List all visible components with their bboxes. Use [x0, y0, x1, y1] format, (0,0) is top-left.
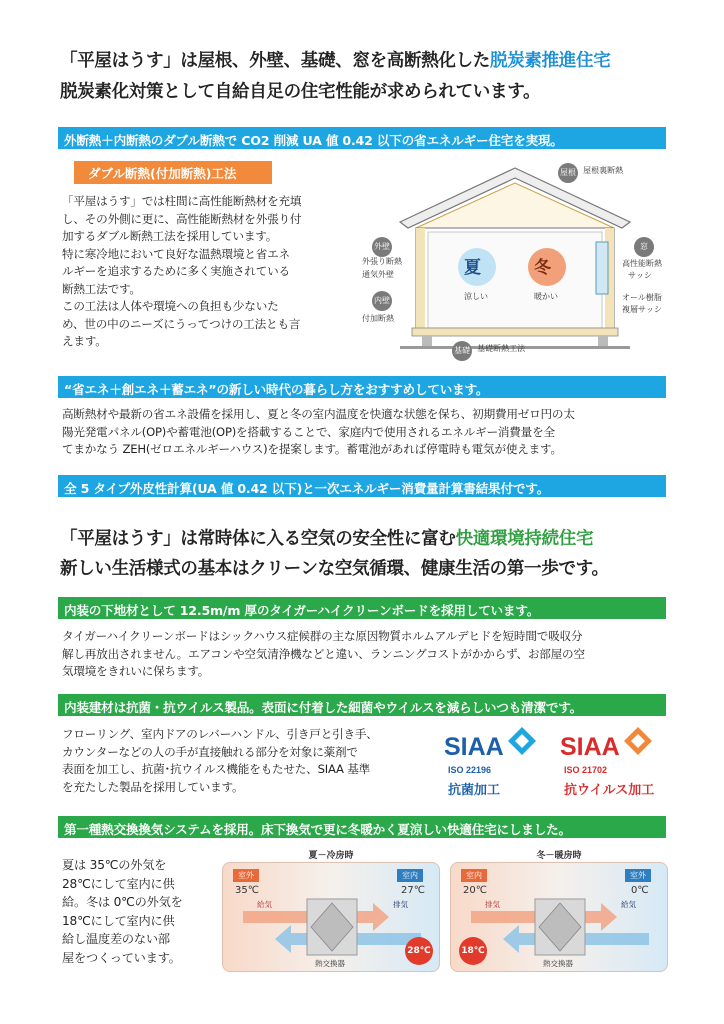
summer-inside-temp: 27℃	[401, 885, 425, 896]
siaa-antiviral-logo	[560, 725, 670, 805]
summer-panel-title: 夏－冷房時	[308, 851, 354, 861]
winter-inside-tag: 室内	[461, 869, 487, 882]
window-sash	[596, 242, 608, 294]
winter-outside-tag: 室外	[625, 869, 651, 882]
bar-ua-calculation: 全 5 タイプ外皮性計算(UA 値 0.42 以下)と一次エネルギー消費量計算書結果付です。	[58, 475, 666, 497]
summer-panel-body	[222, 862, 440, 972]
foundation-label: 基礎断熱工法	[477, 344, 526, 353]
inner-wall-callout	[372, 288, 392, 311]
summer-outside-tag: 室外	[233, 869, 259, 882]
winter-label: 冬	[534, 258, 551, 278]
winter-inside-temp: 20℃	[463, 885, 487, 896]
floor-insulation	[412, 328, 618, 336]
window-badge: 窓	[634, 237, 654, 257]
bar-antibacterial: 内装建材は抗菌・抗ウイルス製品。表面に付着した細菌やウイルスを減らしいつも清潔です。	[58, 694, 666, 716]
summer-exchanger-label: 熱交換器	[315, 959, 345, 968]
siaa-iso-number: ISO 21702	[564, 765, 608, 775]
siaa-iso-number: ISO 22196	[448, 765, 492, 775]
siaa-antibacterial-logo	[444, 725, 544, 805]
foundation-right	[598, 336, 608, 346]
inner-wall-label: 付加断熱	[362, 314, 394, 323]
bar-double-insulation: 外断熱＋内断熱のダブル断熱で CO2 削減 UA 値 0.42 以下の省エネルギー住宅を実現。	[58, 127, 666, 149]
winter-ventilation-panel	[450, 848, 668, 972]
bar-energy-lifestyle: “省エネ＋創エネ＋蓄エネ”の新しい時代の暮らし方をおすすめしています。	[58, 376, 666, 398]
summer-outside-temp: 35℃	[235, 885, 259, 896]
highlight-comfort-house: 快適環境持続住宅	[455, 529, 594, 549]
siaa-mark-icon	[506, 725, 538, 759]
siaa-mark-icon	[622, 725, 654, 759]
inner-wall-badge: 内壁	[372, 291, 392, 311]
winter-result-temp-badge: 18℃	[459, 937, 487, 965]
outer-wall-badge: 外壁	[372, 237, 392, 257]
tag-double-insulation-method: ダブル断熱(付加断熱)工法	[74, 161, 272, 184]
section2-headline-2: 新しい生活様式の基本はクリーンな空気循環、健康生活の第一歩です。	[60, 559, 609, 579]
summer-supply-label: 給気	[257, 900, 272, 909]
summer-label: 夏	[464, 258, 481, 278]
summer-inside-tag: 室内	[397, 869, 423, 882]
section2-headline-1: 「平屋はうす」は常時体に入る空気の安全性に富む快適環境持続住宅	[60, 529, 594, 549]
double-insulation-description: 「平屋はうす」では柱間に高性能断熱材を充填 し、その外側に更に、高性能断熱材を外張り付 加するダブル断熱工法を採用しています。 特に寒冷地において良好な温熱環境と省エネ ルギーを追求するために多く実施されている 断熱工法です。 この工法は人体や環境への負担も少ないた め、世の中のニーズにうってつけの工法とも言 えます。	[62, 194, 302, 348]
ventilation-description: 夏は 35℃の外気を 28℃にして室内に供 給。冬は 0℃の外気を 18℃にして室内に供 給し温度差のない部 屋をつくっています。	[62, 858, 183, 965]
section1-headline-2: 脱炭素化対策として自給自足の住宅性能が求められています。	[60, 82, 541, 102]
winter-exhaust-label: 排気	[485, 900, 500, 909]
winter-panel-body	[450, 862, 668, 972]
foundation-badge: 基礎	[452, 341, 472, 361]
outer-wall-label-1: 外張り断熱	[362, 257, 402, 266]
outer-wall-label-2: 通気外壁	[362, 270, 394, 279]
bar-ventilation-system: 第一種熱交換換気システムを採用。床下換気で更に冬暖かく夏涼しい快適住宅にしました。	[58, 816, 666, 838]
siaa-logo-text: SIAA	[560, 733, 620, 761]
window-label-2: サッシ	[628, 271, 652, 280]
siaa-label: 抗ウイルス加工	[564, 783, 655, 798]
antibacterial-description: フローリング、室内ドアのレバーハンドル、引き戸と引き手、 カウンターなどの人の手が直接触れる部分を対象に薬剤で 表面を加工し、抗菌･抗ウイルス機能をもたせた、SIAA 基準 を充たした製品を採用しています。	[62, 727, 378, 794]
siaa-logo-text: SIAA	[444, 733, 504, 761]
window-callout	[634, 234, 654, 257]
summer-ventilation-panel	[222, 848, 440, 972]
left-wall-insulation	[416, 228, 425, 334]
outer-wall-callout	[372, 234, 392, 257]
highlight-decarbonization-house: 脱炭素推進住宅	[490, 51, 611, 71]
window-label-3: オール樹脂	[622, 293, 662, 302]
summer-sublabel: 涼しい	[464, 292, 488, 301]
roof-callout	[558, 160, 623, 183]
winter-outside-temp: 0℃	[631, 885, 649, 896]
roof-badge: 屋根	[558, 163, 578, 183]
winter-panel-title: 冬－暖房時	[536, 851, 582, 861]
winter-sublabel: 暖かい	[534, 292, 558, 301]
window-label-4: 複層サッシ	[622, 305, 662, 314]
interior-room	[428, 232, 602, 328]
foundation-callout	[452, 338, 525, 361]
winter-exchanger-label: 熱交換器	[543, 959, 573, 968]
zeh-description: 高断熱材や最新の省エネ設備を採用し、夏と冬の室内温度を快適な状態を保ち、初期費用ゼロ円の太 陽光発電パネル(OP)や蓄電池(OP)を搭載することで、家庭内で使用されるエネルギー消費量を全 てまかなう ZEH(ゼロエネルギーハウス)を提案します。蓄電池があれば停電時も電気が使えます。	[62, 407, 575, 456]
house-insulation-diagram	[360, 150, 670, 365]
summer-result-temp-badge: 28℃	[405, 937, 433, 965]
foundation-left	[422, 336, 432, 346]
section1-headline-1: 「平屋はうす」は屋根、外壁、基礎、窓を高断熱化した脱炭素推進住宅	[60, 51, 611, 71]
window-label-1: 高性能断熱	[622, 259, 662, 268]
bar-tiger-board: 内装の下地材として 12.5m/m 厚のタイガーハイクリーンボードを採用しています。	[58, 597, 666, 619]
roof-label: 屋根裏断熱	[583, 166, 624, 175]
siaa-label: 抗菌加工	[448, 783, 501, 798]
summer-exhaust-label: 排気	[393, 900, 408, 909]
winter-supply-label: 給気	[621, 900, 636, 909]
tiger-board-description: タイガーハイクリーンボードはシックハウス症候群の主な原因物質ホルムアルデヒドを短時間で吸収分 解し再放出されません。エアコンや空気清浄機などと違い、ランニングコストがかからず、お部屋の空 気環境をきれいに保ちます。	[62, 629, 585, 678]
